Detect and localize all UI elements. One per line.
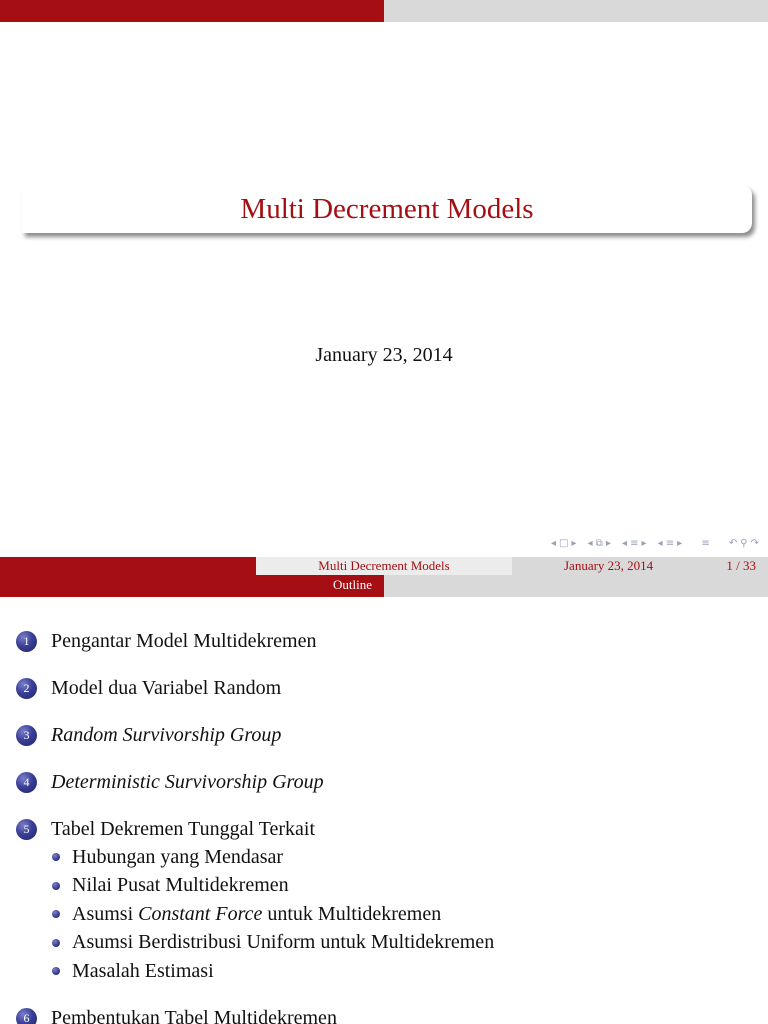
section-number-badge: 5 (16, 819, 37, 840)
bullet-icon (52, 853, 60, 861)
nav-next-frame-icon[interactable]: ▸ (571, 538, 578, 549)
outline-subsection[interactable] (52, 957, 756, 986)
outline-slide (0, 557, 768, 1024)
nav-next-subsection-icon[interactable]: ▸ (605, 538, 612, 549)
section-number-badge: 1 (16, 631, 37, 652)
outline-section-6[interactable] (16, 1005, 756, 1024)
title-box (22, 185, 752, 233)
nav-next-doc-icon[interactable]: ▸ (677, 538, 684, 549)
outline-list (16, 627, 756, 1024)
outline-subsection[interactable] (52, 900, 756, 929)
section-label: Tabel Dekremen Tunggal Terkait (51, 817, 315, 840)
presentation-date: January 23, 2014 (315, 344, 453, 366)
bullet-icon (52, 882, 60, 890)
nav-redo-icon[interactable]: ↷ (750, 538, 760, 549)
subsection-label-post: untuk Multidekremen (262, 902, 442, 925)
section-label: Model dua Variabel Random (51, 676, 282, 699)
nav-document-icon[interactable]: ≡ (701, 538, 711, 549)
bullet-icon (52, 967, 60, 975)
subsection-label: Hubungan yang Mendasar (72, 845, 284, 868)
footline (0, 557, 768, 575)
section-label: Random Survivorship Group (51, 723, 282, 746)
footline-title: Multi Decrement Models (256, 557, 512, 575)
nav-prev-section-icon[interactable]: ◂ (622, 538, 629, 549)
section-label: Pengantar Model Multidekremen (51, 629, 317, 652)
outline-section-3[interactable] (16, 721, 756, 749)
section-number-badge: 4 (16, 772, 37, 793)
presentation-title: Multi Decrement Models (240, 192, 534, 225)
bullet-icon (52, 939, 60, 947)
header-bar (0, 0, 768, 22)
nav-subsection-icon[interactable]: ⧉ (595, 538, 604, 549)
nav-search-icon[interactable]: ⚲ (740, 538, 749, 549)
nav-section-icon[interactable]: ≡ (630, 538, 640, 549)
beamer-navigation (545, 538, 760, 549)
footline-left (0, 557, 256, 575)
outline-section-5[interactable] (16, 815, 756, 843)
section-number-badge: 6 (16, 1008, 37, 1024)
page-number: 1 / 33 (726, 558, 756, 573)
section-label: Pembentukan Tabel Multidekremen (51, 1007, 337, 1024)
subsection-list (52, 843, 756, 986)
subsection-label-italic: Constant Force (138, 902, 263, 925)
subsection-label (72, 903, 441, 926)
outline-section-2[interactable] (16, 674, 756, 702)
nav-prev-subsection-icon[interactable]: ◂ (587, 538, 594, 549)
nav-undo-icon[interactable]: ↶ (728, 538, 739, 549)
outline-subsection[interactable] (52, 843, 756, 872)
footline-date: January 23, 2014 (564, 558, 654, 573)
nav-prev-doc-icon[interactable]: ◂ (657, 538, 664, 549)
nav-frame-icon[interactable]: □ (558, 538, 570, 549)
subsection-label: Nilai Pusat Multidekremen (72, 874, 289, 897)
header-bar-right (384, 575, 768, 597)
subsection-label: Asumsi Berdistribusi Uniform untuk Multidekremen (72, 931, 495, 954)
frame-title: Outline (0, 575, 384, 597)
outline-section-1[interactable] (16, 627, 756, 655)
outline-section-4[interactable] (16, 768, 756, 796)
nav-doc-icon[interactable]: ≡ (665, 538, 676, 549)
section-label: Deterministic Survivorship Group (51, 770, 324, 793)
outline-subsection[interactable] (52, 872, 756, 901)
subsection-label: Masalah Estimasi (72, 959, 214, 982)
header-bar-right (384, 0, 768, 22)
outline-subsection[interactable] (52, 929, 756, 958)
bullet-icon (52, 910, 60, 918)
subsection-label-pre: Asumsi (72, 902, 139, 925)
section-number-badge: 3 (16, 725, 37, 746)
footline-right (512, 557, 768, 575)
nav-next-section-icon[interactable]: ▸ (641, 538, 648, 549)
header-bar-left (0, 0, 384, 22)
section-number-badge: 2 (16, 678, 37, 699)
nav-prev-frame-icon[interactable]: ◂ (550, 538, 557, 549)
header-bar (0, 575, 768, 597)
